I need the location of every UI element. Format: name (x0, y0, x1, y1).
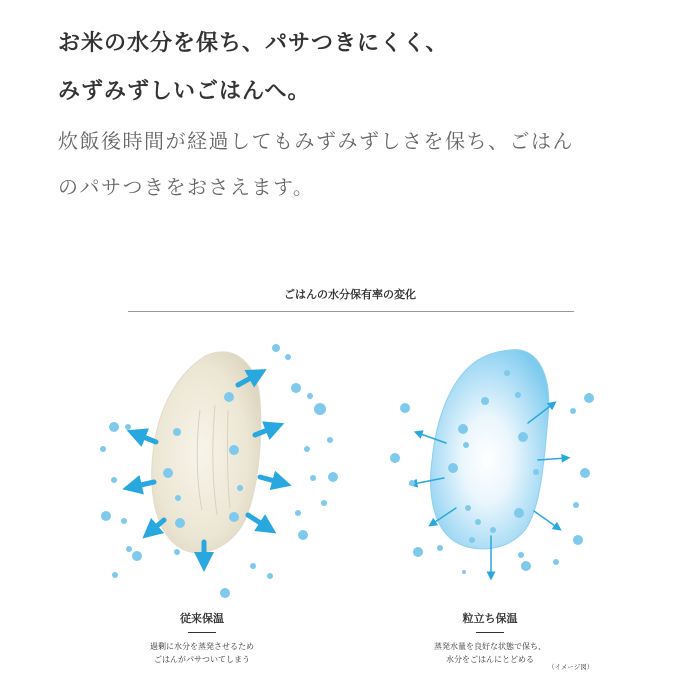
conventional-title-rule (188, 632, 216, 633)
tsubudachi-title-rule (476, 632, 504, 633)
tsubudachi-desc-line-1: 蒸発水量を良好な状態で保ち、 (434, 642, 546, 651)
conventional-caption (102, 610, 302, 666)
headline-line-2: みずみずしいごはんへ。 (58, 79, 311, 104)
tsubudachi-rice-grain (431, 350, 549, 549)
tsubudachi-title: 粒立ち保温 (462, 612, 518, 625)
headline (58, 20, 678, 116)
tsubudachi-caption (390, 610, 590, 666)
conventional-title: 従来保温 (180, 612, 224, 625)
lead-text (58, 118, 658, 210)
headline-line-1: お米の水分を保ち、パサつきにくく、 (58, 31, 449, 56)
figure-title: ごはんの水分保有率の変化 (284, 288, 416, 301)
lead-line-2: のパサつきをおさえます。 (58, 175, 315, 199)
moisture-retention-figure (0, 270, 700, 700)
image-note: （イメージ図） (548, 663, 594, 671)
conventional-desc-line-2: ごはんがパサついてしまう (154, 655, 250, 664)
lead-line-1: 炊飯後時間が経過してもみずみずしさを保ち、ごはん (58, 129, 574, 153)
conventional-desc-line-1: 過剰に水分を蒸発させるため (150, 642, 254, 651)
tsubudachi-desc-line-2: 水分をごはんにとどめる (446, 655, 534, 664)
conventional-description (102, 640, 302, 666)
